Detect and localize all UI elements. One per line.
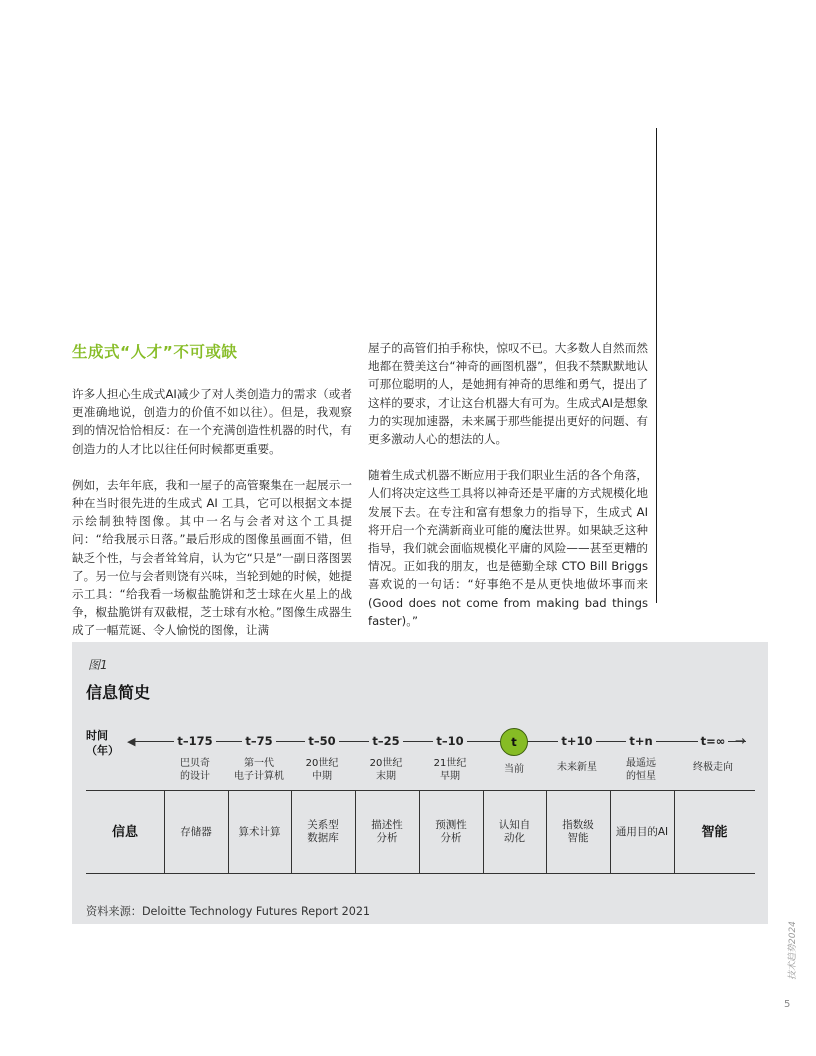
figure-source: 资料来源：Deloitte Technology Futures Report 2021 [86, 905, 371, 918]
final-stage: 智能 [701, 824, 728, 840]
timeline-tick: t=∞ [698, 728, 729, 754]
stage-cell: 关系型 数据库 [307, 819, 339, 844]
timeline-point [419, 728, 481, 783]
timeline-point [546, 728, 608, 774]
timeline-row [72, 728, 768, 788]
time-axis-label: 时间 （年） [86, 729, 119, 757]
timeline-era: 巴贝奇 的设计 [180, 758, 210, 782]
timeline-point [675, 728, 751, 774]
stage-cell: 指数级 智能 [562, 819, 594, 844]
right-column [368, 339, 648, 648]
timeline-tick: t–75 [242, 728, 275, 754]
stage-cell: 存储器 [180, 825, 212, 838]
paragraph: 随着生成式机器不断应用于我们职业生活的各个角落，人们将决定这些工具将以神奇还是平庸的方式规模化地发展下去。在专注和富有想象力的指导下，生成式 AI 将开启一个充满新商业可能的魔法世界。如果缺乏这种指导，我们就会面临规模化平庸的风险——甚至更糟的情况。正如我的朋友，也是德勤全球 CTO Bill Briggs 喜欢说的一句话：“好事绝不是从更快地做坏事而来 (Good does not come from making bad things faster)。” [368, 468, 648, 628]
timeline-era: 20世纪 中期 [305, 758, 339, 782]
timeline-point [228, 728, 290, 783]
stage-cell: 描述性 分析 [371, 819, 403, 844]
figure-panel [72, 642, 768, 924]
vertical-rule [656, 128, 657, 603]
stage-cell: 通用目的AI [615, 825, 669, 838]
paragraph: 例如，去年年底，我和一屋子的高管聚集在一起展示一种在当时很先进的生成式 AI 工具，它可以根据文本提示绘制独特图像。其中一名与会者对这个工具提问：“给我展示日落。”最后形成的图像虽画面不错，但缺乏个性，与会者耸耸肩，认为它“只是”一副日落图罢了。另一位与会者则饶有兴味，当轮到她的时候，她提示工具：“给我看一场椒盐脆饼和芝士球在火星上的战争，椒盐脆饼有双截棍，芝士球有水枪。”图像生成器生成了一幅荒诞、令人愉悦的图像，让满 [72, 477, 352, 638]
timeline-point [291, 728, 353, 783]
arrow-left-icon: ◀ [127, 735, 136, 748]
section-heading: 生成式“人才”不可或缺 [72, 343, 238, 361]
timeline-tick: t–25 [369, 728, 402, 754]
timeline-point [164, 728, 226, 783]
timeline-point-now [483, 728, 545, 776]
stage-cell: 预测性 分析 [435, 819, 467, 844]
left-column [72, 385, 352, 658]
figure-title: 信息简史 [86, 683, 151, 702]
paragraph: 许多人担心生成式AI减少了对人类创造力的需求（或者更准确地说，创造力的价值不如以往）。但是，我观察到的情况恰恰相反：在一个充满创造性机器的时代，有创造力的人才比以往任何时候都更重要。 [72, 387, 352, 456]
stage-cell: 认知自 动化 [498, 819, 531, 844]
timeline-tick: t+10 [558, 728, 595, 754]
current-time-marker: t [500, 728, 528, 756]
figure-label: 图1 [88, 658, 108, 672]
timeline-tick: t+n [626, 728, 655, 754]
page-number: 5 [784, 999, 791, 1010]
timeline-point [355, 728, 417, 783]
timeline-era: 未来新星 [557, 762, 597, 773]
timeline-era: 21世纪 早期 [433, 758, 467, 782]
timeline-tick: t–175 [174, 728, 215, 754]
timeline-era: 第一代 电子计算机 [234, 758, 284, 782]
timeline-tick: t–50 [305, 728, 338, 754]
stage-cell: 算术计算 [238, 825, 281, 838]
arrow-right-icon: → [735, 734, 746, 749]
timeline-era: 最遥远 的恒星 [626, 758, 656, 782]
timeline-era: 终极走向 [693, 762, 733, 773]
stages-table [86, 790, 755, 874]
paragraph: 屋子的高管们拍手称快，惊叹不已。大多数人自然而然地都在赞美这台“神奇的画图机器”，但我不禁默默地认可那位聪明的人，是她拥有神奇的思维和勇气，提出了这样的要求，才让这台机器大有可为。生成式AI是想象力的实现加速器，未来属于那些能提出更好的问题、有更多激动人心的想法的人。 [368, 341, 648, 447]
timeline-point [610, 728, 672, 783]
timeline-tick: t–10 [433, 728, 466, 754]
timeline-era: 当前 [504, 764, 524, 775]
row-label: 信息 [111, 824, 138, 840]
side-tab: 技术趋势2024 [788, 921, 798, 980]
timeline-era: 20世纪 末期 [369, 758, 403, 782]
